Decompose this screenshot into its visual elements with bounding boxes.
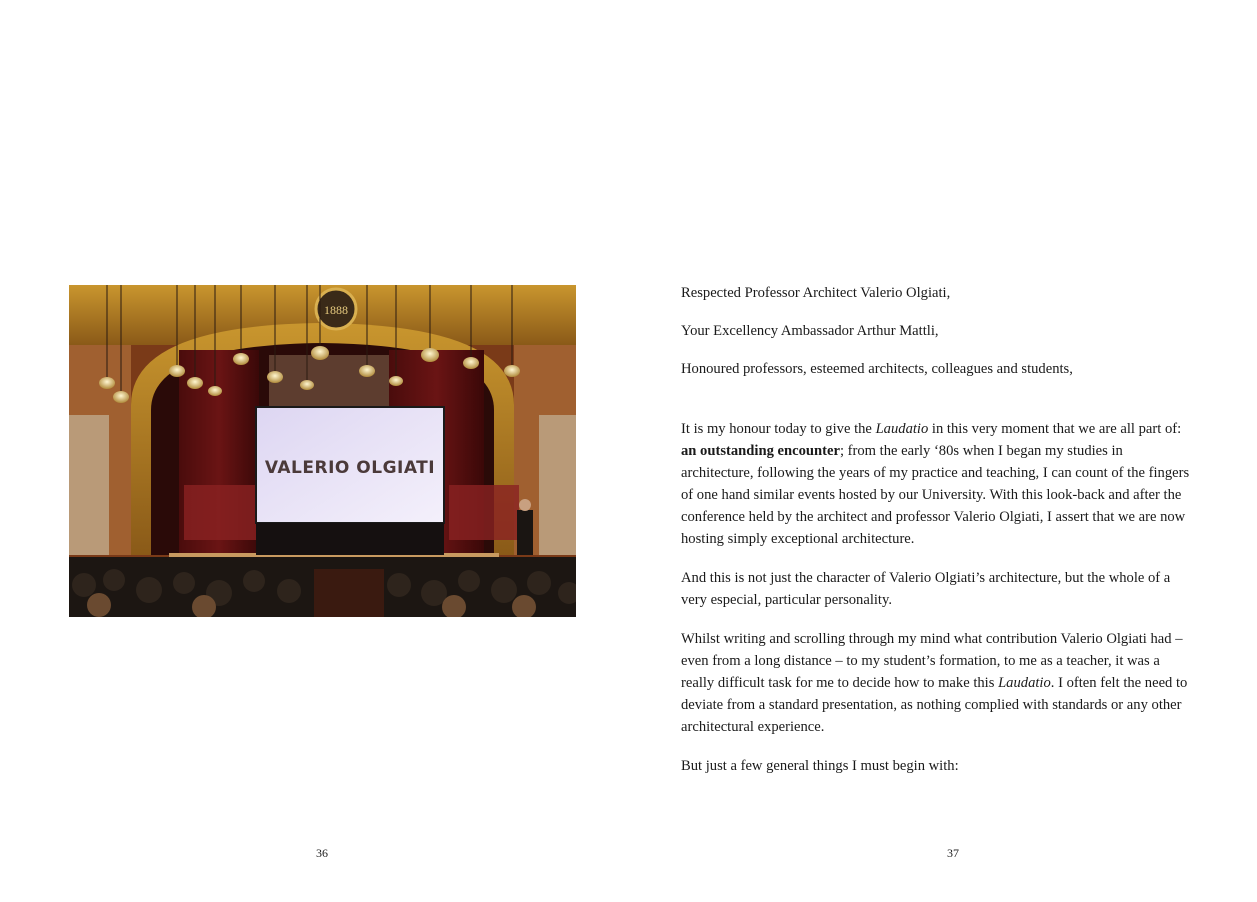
p1-text-c: in this very moment that we are all part of:: [928, 421, 1182, 437]
paragraph-4: But just a few general things I must begin with:: [681, 758, 959, 774]
page-number-left: 36: [316, 846, 328, 860]
p1-text-e: ; from the early ‘80s when I began my studies in architecture, following the years of my practice and teaching, I can count of the fingers of one hand similar events hosted by our University. With this look-back and after the conference held by the architect and professor Valerio Olgiati, I assert that we are now hosting simply exceptional architecture.: [681, 443, 1190, 547]
crest-text: 1888: [324, 303, 348, 317]
auditorium-photo: [69, 285, 576, 617]
p3-text-a: Whilst writing and scrolling through my mind what contribution Valerio Olgiati had – even from a long distance – to my student’s formation, to me as a teacher, it was a really difficult task for me to decide how to make this: [681, 631, 1183, 691]
salutation-1: Respected Professor Architect Valerio Olgiati,: [681, 285, 951, 301]
p3-text-c: . I often felt the need to deviate from a standard presentation, as nothing complied with standards or any other architectural experience.: [681, 675, 1188, 735]
page-number-right: 37: [947, 846, 959, 860]
p1-emphasis: an outstanding encounter: [681, 443, 840, 459]
screen-title: VALERIO OLGIATI: [264, 458, 436, 478]
left-page: [0, 0, 628, 902]
p1-text-a: It is my honour today to give the: [681, 421, 876, 437]
paragraph-1: [681, 418, 1191, 550]
p1-laudatio: Laudatio: [875, 421, 929, 437]
p3-laudatio: Laudatio: [998, 675, 1051, 691]
right-page: [628, 0, 1257, 902]
salutation-2: Your Excellency Ambassador Arthur Mattli,: [681, 323, 939, 339]
laudatio-text: [681, 282, 1191, 777]
paragraph-3: [681, 628, 1191, 738]
salutation-3: Honoured professors, esteemed architects, colleagues and students,: [681, 361, 1073, 377]
paragraph-2: And this is not just the character of Valerio Olgiati’s architecture, but the whole of a very especial, particular personality.: [681, 570, 1171, 608]
